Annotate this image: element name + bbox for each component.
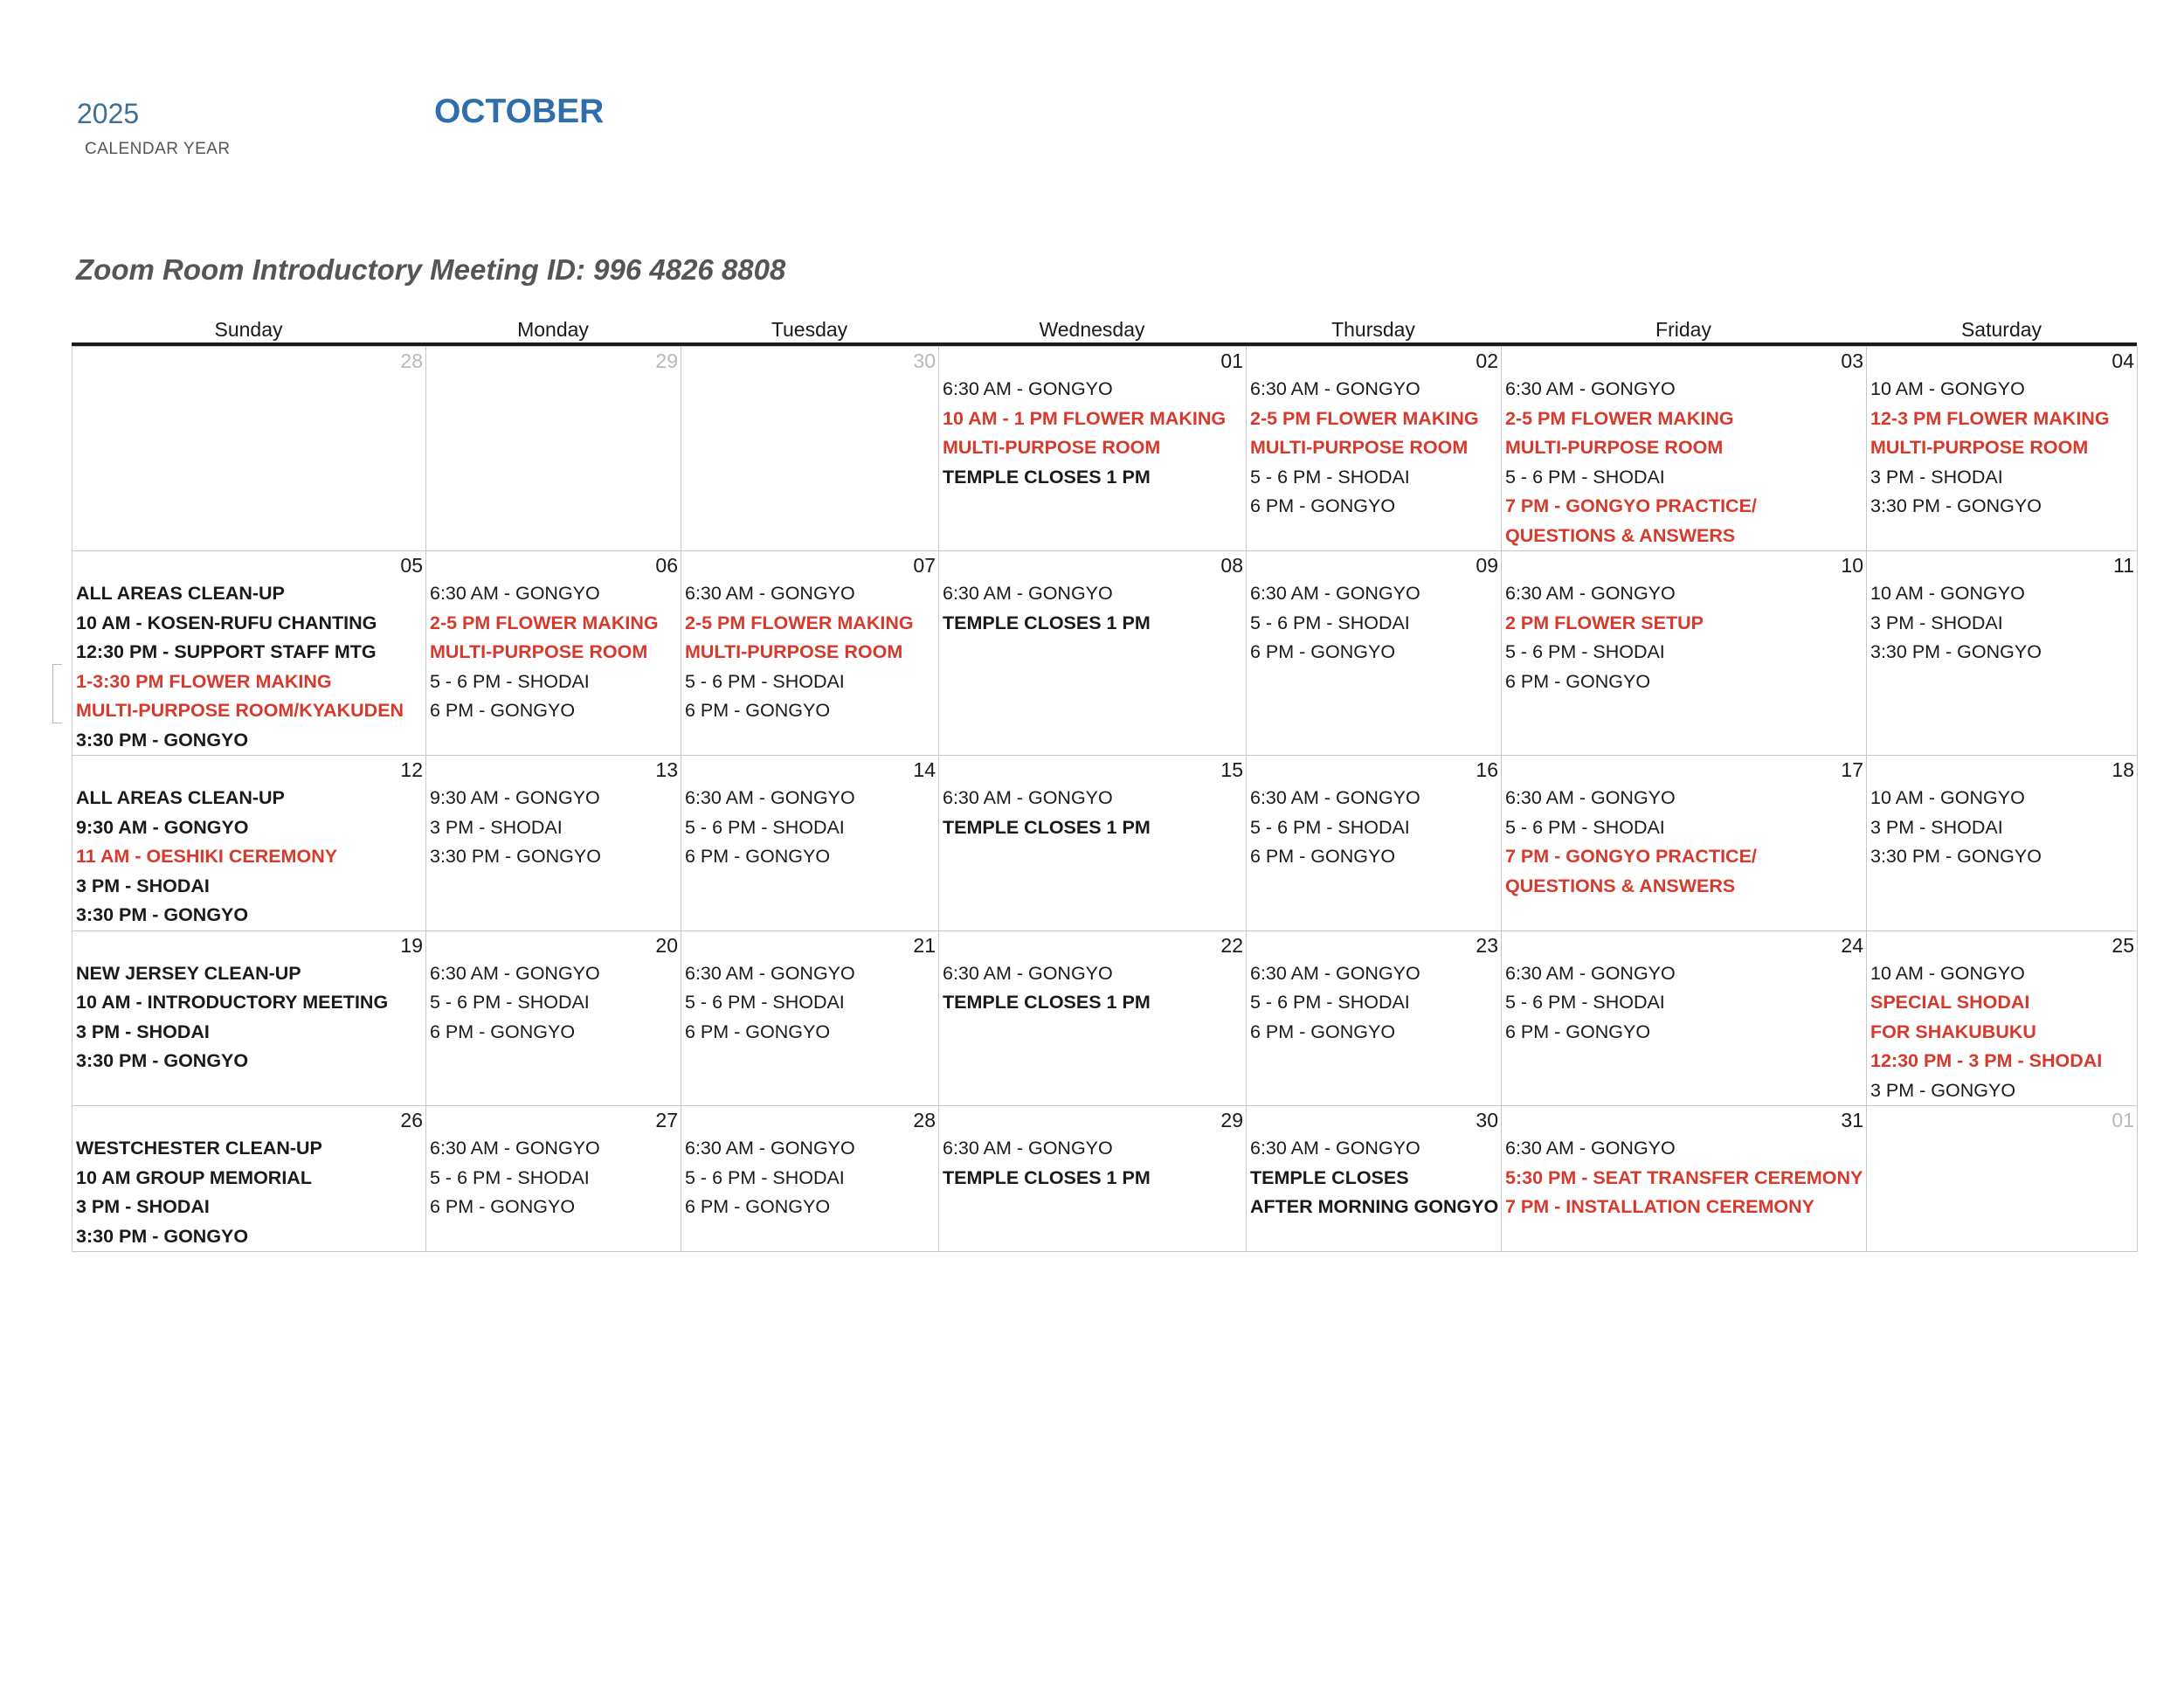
day-number: 31 <box>1841 1109 1863 1131</box>
event-entry: TEMPLE CLOSES <box>1250 1166 1409 1188</box>
event-entry: 6 PM - GONGYO <box>685 1196 831 1217</box>
event-entry: 6:30 AM - GONGYO <box>943 378 1113 399</box>
event-entry: MULTI-PURPOSE ROOM <box>685 641 903 662</box>
event-entry: SPECIAL SHODAI <box>1870 992 2030 1013</box>
event-entry: 6:30 AM - GONGYO <box>430 1138 600 1159</box>
day-cell <box>1247 756 1502 931</box>
event-entry: FOR SHAKUBUKU <box>1870 1020 2036 1042</box>
week-row <box>73 347 2138 551</box>
event-entry: 6:30 AM - GONGYO <box>1250 962 1420 984</box>
event-entry: 10 AM - 1 PM FLOWER MAKING <box>943 407 1227 429</box>
event-entry: 5 - 6 PM - SHODAI <box>1250 466 1410 488</box>
event-entry: 5 - 6 PM - SHODAI <box>1250 992 1410 1013</box>
event-entry: 9:30 AM - GONGYO <box>76 816 249 838</box>
week-row <box>73 930 2138 1106</box>
week-row <box>73 1106 2138 1252</box>
day-number: 10 <box>1841 554 1863 577</box>
event-entry: 3:30 PM - GONGYO <box>1870 846 2042 867</box>
weekday-header: Friday <box>1655 318 1711 341</box>
day-cell <box>1247 347 1502 551</box>
day-number: 23 <box>1476 933 1498 957</box>
day-cell <box>1247 551 1502 756</box>
day-number: 30 <box>913 349 936 372</box>
day-cell <box>681 1106 939 1252</box>
day-number: 07 <box>913 554 936 577</box>
day-number: 11 <box>2113 554 2134 577</box>
event-entry: 3:30 PM - GONGYO <box>1870 495 2042 516</box>
event-entry: 3 PM - SHODAI <box>1870 612 2003 633</box>
event-entry: 6 PM - GONGYO <box>1505 1020 1651 1042</box>
margin-bracket-mark <box>52 664 62 723</box>
day-cell <box>939 756 1247 931</box>
day-number: 12 <box>400 758 423 781</box>
event-entry: 6 PM - GONGYO <box>430 700 576 721</box>
event-entry: QUESTIONS & ANSWERS <box>1505 875 1736 896</box>
month-grid <box>72 346 2138 1252</box>
event-entry: ALL AREAS CLEAN-UP <box>76 583 285 604</box>
event-entry: 6:30 AM - GONGYO <box>1505 583 1676 604</box>
event-entry: 6 PM - GONGYO <box>430 1020 576 1042</box>
day-number: 13 <box>655 758 678 781</box>
event-entry: 5 - 6 PM - SHODAI <box>685 816 845 838</box>
year-caption: CALENDAR YEAR <box>85 140 231 158</box>
event-entry: 6 PM - GONGYO <box>1250 495 1396 516</box>
day-cell <box>939 551 1247 756</box>
day-cell <box>1867 756 2138 931</box>
event-entry: 6 PM - GONGYO <box>1250 1020 1396 1042</box>
day-number: 21 <box>913 933 936 957</box>
event-entry: TEMPLE CLOSES 1 PM <box>943 992 1151 1013</box>
event-entry: 6 PM - GONGYO <box>430 1196 576 1217</box>
event-entry: 6:30 AM - GONGYO <box>685 787 855 808</box>
event-entry: 6:30 AM - GONGYO <box>685 962 855 984</box>
day-cell <box>73 1106 426 1252</box>
event-entry: 3 PM - SHODAI <box>1870 816 2003 838</box>
day-cell <box>426 347 681 551</box>
event-entry: NEW JERSEY CLEAN-UP <box>76 962 301 984</box>
event-entry: 3 PM - SHODAI <box>76 1196 210 1217</box>
event-entry: 11 AM - OESHIKI CEREMONY <box>76 846 338 867</box>
day-cell <box>1502 930 1867 1106</box>
day-number: 02 <box>1476 349 1498 372</box>
day-cell <box>426 756 681 931</box>
event-entry: 6:30 AM - GONGYO <box>943 583 1113 604</box>
event-entry: 6:30 AM - GONGYO <box>1505 378 1676 399</box>
event-entry: 2-5 PM FLOWER MAKING <box>430 612 659 633</box>
event-entry: 10 AM - GONGYO <box>1870 583 2025 604</box>
event-entry: 5 - 6 PM - SHODAI <box>1505 641 1665 662</box>
day-cell <box>426 551 681 756</box>
event-entry: MULTI-PURPOSE ROOM <box>1870 437 2089 458</box>
day-number: 22 <box>1220 933 1243 957</box>
event-entry: 5 - 6 PM - SHODAI <box>685 1166 845 1188</box>
day-number: 14 <box>913 758 936 781</box>
day-number: 29 <box>655 349 678 372</box>
event-entry: WESTCHESTER CLEAN-UP <box>76 1138 322 1159</box>
event-entry: 10 AM - INTRODUCTORY MEETING <box>76 992 389 1013</box>
day-number: 28 <box>913 1109 936 1131</box>
event-entry: 6:30 AM - GONGYO <box>1505 1138 1676 1159</box>
weekday-header: Monday <box>517 318 589 341</box>
event-entry: 6 PM - GONGYO <box>685 846 831 867</box>
day-cell <box>1247 930 1502 1106</box>
event-entry: 12:30 PM - SUPPORT STAFF MTG <box>76 641 377 662</box>
day-number: 28 <box>400 349 423 372</box>
event-entry: 6:30 AM - GONGYO <box>1250 787 1420 808</box>
day-number: 08 <box>1220 554 1243 577</box>
event-entry: 5 - 6 PM - SHODAI <box>685 670 845 692</box>
event-entry: MULTI-PURPOSE ROOM <box>943 437 1161 458</box>
weekday-header: Wednesday <box>1039 318 1145 341</box>
event-entry: 6 PM - GONGYO <box>685 1020 831 1042</box>
day-number: 20 <box>655 933 678 957</box>
event-entry: 3 PM - SHODAI <box>76 875 210 896</box>
day-number: 09 <box>1476 554 1498 577</box>
day-number: 24 <box>1841 933 1863 957</box>
event-entry: 10 AM - GONGYO <box>1870 962 2025 984</box>
day-number: 18 <box>2111 758 2134 781</box>
event-entry: TEMPLE CLOSES 1 PM <box>943 816 1151 838</box>
event-entry: MULTI-PURPOSE ROOM <box>430 641 648 662</box>
event-entry: 9:30 AM - GONGYO <box>430 787 600 808</box>
event-entry: 3 PM - SHODAI <box>1870 466 2003 488</box>
event-entry: 6:30 AM - GONGYO <box>1250 1138 1420 1159</box>
event-entry: MULTI-PURPOSE ROOM <box>1505 437 1724 458</box>
event-entry: 3 PM - SHODAI <box>430 816 563 838</box>
event-entry: 6:30 AM - GONGYO <box>685 583 855 604</box>
event-entry: TEMPLE CLOSES 1 PM <box>943 612 1151 633</box>
day-number: 17 <box>1841 758 1863 781</box>
zoom-meeting-note: Zoom Room Introductory Meeting ID: 996 4826 8808 <box>76 253 786 286</box>
day-cell <box>681 551 939 756</box>
event-entry: 1-3:30 PM FLOWER MAKING <box>76 670 332 692</box>
event-entry: TEMPLE CLOSES 1 PM <box>943 466 1151 488</box>
event-entry: ALL AREAS CLEAN-UP <box>76 787 285 808</box>
event-entry: 12-3 PM FLOWER MAKING <box>1870 407 2110 429</box>
event-entry: 5 - 6 PM - SHODAI <box>685 992 845 1013</box>
event-entry: 5 - 6 PM - SHODAI <box>1250 612 1410 633</box>
event-entry: 6 PM - GONGYO <box>1505 670 1651 692</box>
day-cell <box>681 756 939 931</box>
day-cell <box>1502 551 1867 756</box>
day-cell <box>73 347 426 551</box>
day-cell <box>1867 347 2138 551</box>
day-number: 26 <box>400 1109 423 1131</box>
event-entry: 5 - 6 PM - SHODAI <box>430 670 590 692</box>
day-cell <box>939 347 1247 551</box>
week-row <box>73 756 2138 931</box>
event-entry: 5 - 6 PM - SHODAI <box>1505 992 1665 1013</box>
day-number: 15 <box>1220 758 1243 781</box>
event-entry: TEMPLE CLOSES 1 PM <box>943 1166 1151 1188</box>
event-entry: 7 PM - GONGYO PRACTICE/ <box>1505 495 1757 516</box>
event-entry: 6:30 AM - GONGYO <box>943 787 1113 808</box>
day-cell <box>1502 756 1867 931</box>
event-entry: 6 PM - GONGYO <box>1250 641 1396 662</box>
day-number: 03 <box>1841 349 1863 372</box>
day-number: 05 <box>400 554 423 577</box>
event-entry: 3:30 PM - GONGYO <box>430 846 601 867</box>
day-cell <box>426 1106 681 1252</box>
calendar <box>72 316 2137 1252</box>
event-entry: 3:30 PM - GONGYO <box>76 1225 249 1247</box>
event-entry: 10 AM GROUP MEMORIAL <box>76 1166 312 1188</box>
event-entry: 2-5 PM FLOWER MAKING <box>685 612 914 633</box>
day-cell <box>73 756 426 931</box>
event-entry: 3:30 PM - GONGYO <box>76 1050 249 1071</box>
year-label: 2025 <box>77 98 140 129</box>
event-entry: MULTI-PURPOSE ROOM/KYAKUDEN <box>76 700 404 721</box>
day-cell <box>73 930 426 1106</box>
event-entry: 6:30 AM - GONGYO <box>430 583 600 604</box>
event-entry: 10 AM - GONGYO <box>1870 378 2025 399</box>
event-entry: MULTI-PURPOSE ROOM <box>1250 437 1469 458</box>
weekday-header: Sunday <box>214 318 283 341</box>
day-cell <box>1247 1106 1502 1252</box>
day-number: 27 <box>655 1109 678 1131</box>
weekday-header-row <box>72 316 2137 346</box>
weekday-header: Saturday <box>1960 318 2042 341</box>
day-cell <box>681 930 939 1106</box>
event-entry: 6:30 AM - GONGYO <box>430 962 600 984</box>
weekday-header: Tuesday <box>771 318 848 341</box>
event-entry: 7 PM - INSTALLATION CEREMONY <box>1505 1196 1814 1217</box>
day-number: 01 <box>2111 1109 2134 1131</box>
event-entry: 7 PM - GONGYO PRACTICE/ <box>1505 846 1757 867</box>
event-entry: 2-5 PM FLOWER MAKING <box>1250 407 1479 429</box>
day-cell <box>681 347 939 551</box>
day-cell <box>1502 347 1867 551</box>
event-entry: 6:30 AM - GONGYO <box>943 1138 1113 1159</box>
month-title: OCTOBER <box>434 93 605 130</box>
event-entry: 3 PM - SHODAI <box>76 1020 210 1042</box>
event-entry: 3:30 PM - GONGYO <box>76 729 249 751</box>
day-number: 29 <box>1220 1109 1243 1131</box>
day-cell <box>426 930 681 1106</box>
event-entry: 5 - 6 PM - SHODAI <box>1505 816 1665 838</box>
event-entry: 5 - 6 PM - SHODAI <box>1505 466 1665 488</box>
day-cell <box>1867 551 2138 756</box>
event-entry: 6:30 AM - GONGYO <box>685 1138 855 1159</box>
day-number: 30 <box>1476 1109 1498 1131</box>
day-number: 06 <box>655 554 678 577</box>
event-entry: 6:30 AM - GONGYO <box>1505 962 1676 984</box>
day-number: 04 <box>2111 349 2134 372</box>
event-entry: 2 PM FLOWER SETUP <box>1505 612 1704 633</box>
event-entry: 5 - 6 PM - SHODAI <box>1250 816 1410 838</box>
event-entry: 10 AM - KOSEN-RUFU CHANTING <box>76 612 377 633</box>
day-number: 25 <box>2111 933 2134 957</box>
event-entry: 6:30 AM - GONGYO <box>1250 583 1420 604</box>
event-entry: 6 PM - GONGYO <box>1250 846 1396 867</box>
day-number: 19 <box>400 933 423 957</box>
day-cell <box>939 1106 1247 1252</box>
event-entry: 5 - 6 PM - SHODAI <box>430 1166 590 1188</box>
event-entry: 6:30 AM - GONGYO <box>943 962 1113 984</box>
event-entry: 2-5 PM FLOWER MAKING <box>1505 407 1734 429</box>
event-entry: 6:30 AM - GONGYO <box>1505 787 1676 808</box>
event-entry: 3 PM - GONGYO <box>1870 1079 2016 1101</box>
day-cell <box>1867 930 2138 1106</box>
day-cell <box>1502 1106 1867 1252</box>
day-cell <box>1867 1106 2138 1252</box>
day-number: 16 <box>1476 758 1498 781</box>
event-entry: 6:30 AM - GONGYO <box>1250 378 1420 399</box>
day-number: 01 <box>1220 349 1243 372</box>
event-entry: AFTER MORNING GONGYO <box>1250 1196 1498 1217</box>
event-entry: 10 AM - GONGYO <box>1870 787 2025 808</box>
event-entry: 5 - 6 PM - SHODAI <box>430 992 590 1013</box>
day-cell <box>939 930 1247 1106</box>
event-entry: 6 PM - GONGYO <box>685 700 831 721</box>
event-entry: QUESTIONS & ANSWERS <box>1505 524 1736 546</box>
event-entry: 3:30 PM - GONGYO <box>1870 641 2042 662</box>
week-row <box>73 551 2138 756</box>
weekday-header: Thursday <box>1331 318 1415 341</box>
event-entry: 5:30 PM - SEAT TRANSFER CEREMONY <box>1505 1166 1863 1188</box>
event-entry: 3:30 PM - GONGYO <box>76 904 249 925</box>
event-entry: 12:30 PM - 3 PM - SHODAI <box>1870 1050 2103 1071</box>
day-cell <box>73 551 426 756</box>
